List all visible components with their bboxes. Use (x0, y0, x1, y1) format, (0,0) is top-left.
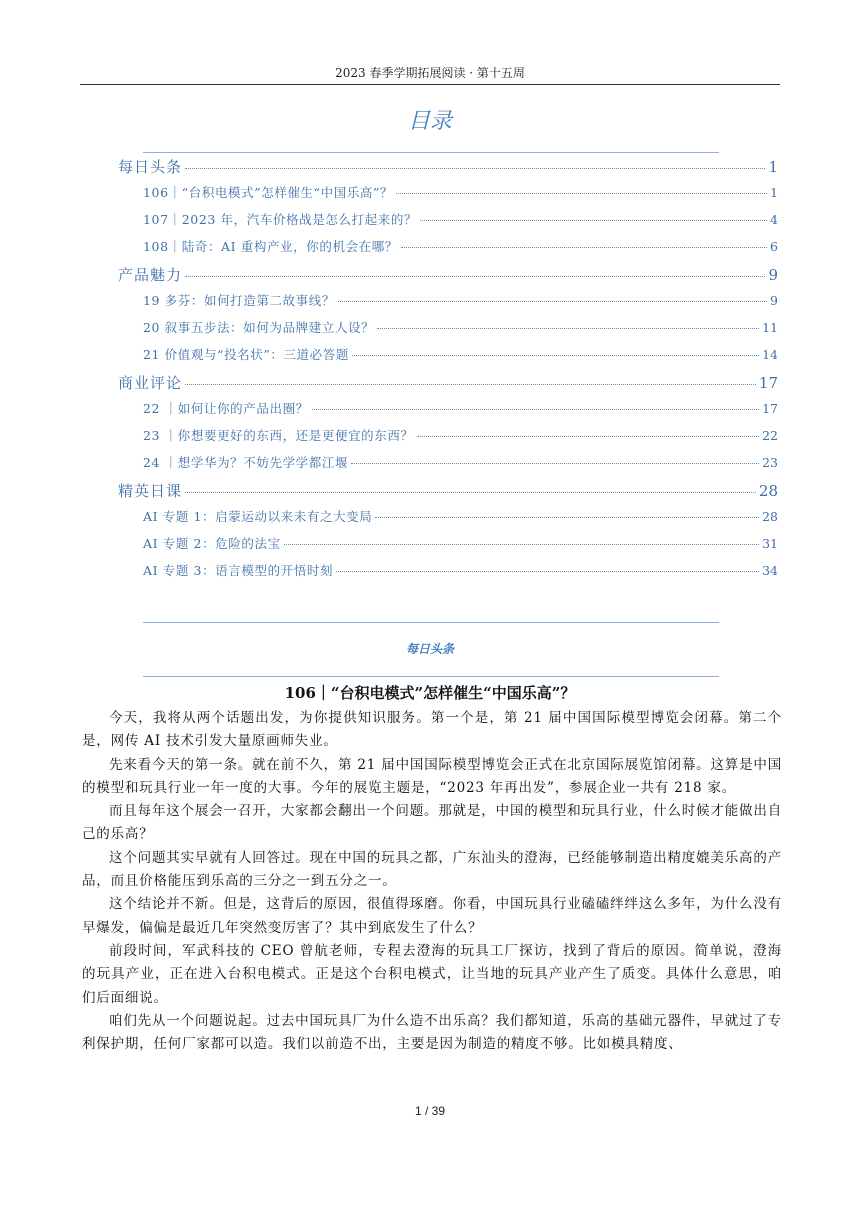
toc-dot-leader (375, 517, 759, 518)
toc-entry-label: 21 价值观与“投名状”：三道必答题 (143, 347, 349, 362)
toc-entry-label: 24 ｜想学华为？不妨先学学都江堰 (143, 455, 349, 470)
toc-section-entry[interactable] (118, 480, 778, 501)
toc-entry-label: 精英日课 (118, 482, 183, 500)
section-title: 每日头条 (405, 642, 454, 656)
toc-entry-page: 28 (758, 482, 778, 500)
toc-entry-page: 1 (770, 185, 778, 200)
toc-entry-page: 31 (762, 536, 778, 551)
toc-dot-leader (352, 355, 759, 356)
toc-article-entry[interactable] (143, 534, 778, 552)
toc-entry-label: 22 ｜如何让你的产品出圈？ (143, 401, 309, 416)
article-title: 106｜“台积电模式”怎样催生“中国乐高”？ (284, 684, 576, 702)
toc-article-entry[interactable] (143, 210, 778, 228)
toc-entry-page: 17 (758, 374, 778, 392)
toc-article-entry[interactable] (143, 318, 778, 336)
toc-dot-leader (336, 571, 759, 572)
toc-entry-page: 28 (762, 509, 778, 524)
toc-article-entry[interactable] (143, 561, 778, 579)
toc-dot-leader (185, 384, 756, 385)
toc-article-entry[interactable] (143, 183, 778, 201)
toc-article-entry[interactable] (143, 507, 778, 525)
toc-dot-leader (185, 276, 765, 277)
toc-entry-page: 34 (762, 563, 778, 578)
toc-entry-label: 108｜陆奇：AI 重构产业，你的机会在哪？ (143, 239, 398, 254)
toc-dot-leader (351, 463, 759, 464)
toc-dot-leader (185, 168, 765, 169)
toc-entry-label: AI 专题 3：语言模型的开悟时刻 (143, 563, 334, 578)
toc-article-entry[interactable] (143, 453, 778, 471)
toc-entry-label: 19 多芬：如何打造第二故事线？ (143, 293, 335, 308)
section-divider (143, 676, 719, 677)
toc-section-entry[interactable] (118, 264, 778, 285)
article-paragraph: 前段时间，军武科技的 CEO 曾航老师，专程去澄海的玩具工厂探访，找到了背后的原因。简单说，澄海的玩具产业，正在进入台积电模式。正是这个台积电模式，让当地的玩具产业产生了质变。具体什么意思，咱们后面细说。 (82, 942, 782, 1006)
toc-bottom-divider (143, 622, 719, 623)
toc-article-entry[interactable] (143, 426, 778, 444)
toc-entry-page: 4 (770, 212, 778, 227)
toc-dot-leader (185, 492, 756, 493)
toc-entry-label: AI 专题 1：启蒙运动以来未有之大变局 (143, 509, 373, 524)
header-title: 2023 春季学期拓展阅读 · 第十五周 (335, 66, 525, 80)
toc-entry-page: 6 (770, 239, 778, 254)
article-paragraph: 这个结论并不新。但是，这背后的原因，很值得琢磨。你看，中国玩具行业磕磕绊绊这么多年，为什么没有早爆发，偏偏是最近几年突然变厉害了？其中到底发生了什么？ (82, 896, 782, 936)
toc-article-entry[interactable] (143, 291, 778, 309)
toc-dot-leader (417, 436, 760, 437)
toc-section-entry[interactable] (118, 156, 778, 177)
toc-article-entry[interactable] (143, 399, 778, 417)
toc-entry-label: 产品魅力 (118, 266, 183, 284)
toc-section-entry[interactable] (118, 372, 778, 393)
toc-dot-leader (284, 544, 759, 545)
toc-top-divider (143, 152, 719, 153)
toc-entry-page: 22 (762, 428, 778, 443)
toc-entry-label: 106｜“台积电模式”怎样催生“中国乐高”？ (143, 185, 394, 200)
toc-dot-leader (338, 301, 767, 302)
toc-entry-label: 每日头条 (118, 158, 183, 176)
toc-article-entry[interactable] (143, 237, 778, 255)
toc-dot-leader (401, 247, 767, 248)
toc-dot-leader (377, 328, 759, 329)
toc-entry-page: 9 (768, 266, 778, 284)
page-number: 1 / 39 (414, 1104, 446, 1118)
toc-dot-leader (420, 220, 767, 221)
toc-dot-leader (396, 193, 767, 194)
toc-entry-label: AI 专题 2：危险的法宝 (143, 536, 281, 551)
toc-entry-label: 23 ｜你想要更好的东西，还是更便宜的东西？ (143, 428, 414, 443)
header-divider (80, 84, 780, 85)
toc-entry-label: 107｜2023 年，汽车价格战是怎么打起来的？ (143, 212, 418, 227)
toc-entry-page: 9 (770, 293, 778, 308)
toc-entry-label: 商业评论 (118, 374, 183, 392)
toc-entry-page: 14 (762, 347, 778, 362)
article-paragraph: 这个问题其实早就有人回答过。现在中国的玩具之都，广东汕头的澄海，已经能够制造出精度媲美乐高的产品，而且价格能压到乐高的三分之一到五分之一。 (82, 849, 782, 890)
article-paragraph: 先来看今天的第一条。就在前不久，第 21 届中国国际模型博览会正式在北京国际展览馆闭幕。这算是中国的模型和玩具行业一年一度的大事。今年的展览主题是，“2023 年再出发”，参展企业一共有 218 家。 (82, 756, 782, 796)
toc-article-entry[interactable] (143, 345, 778, 363)
article-body (82, 707, 782, 1056)
toc-entry-label: 20 叙事五步法：如何为品牌建立人设？ (143, 320, 375, 335)
toc-entry-page: 11 (762, 320, 778, 335)
toc-entry-page: 17 (762, 401, 778, 416)
article-paragraph: 而且每年这个展会一召开，大家都会翻出一个问题。那就是，中国的模型和玩具行业，什么时候才能做出自己的乐高？ (82, 803, 782, 843)
toc-entry-page: 23 (762, 455, 778, 470)
article-paragraph: 咱们先从一个问题说起。过去中国玩具厂为什么造不出乐高？我们都知道，乐高的基础元器件，早就过了专利保护期，任何厂家都可以造。我们以前造不出，主要是因为制造的精度不够。比如模具精度、 (82, 1012, 782, 1053)
toc-entry-page: 1 (768, 158, 778, 176)
toc-title: 目录 (407, 109, 452, 134)
article-paragraph: 今天，我将从两个话题出发，为你提供知识服务。第一个是，第 21 届中国国际模型博览会闭幕。第二个是，网传 AI 技术引发大量原画师失业。 (82, 710, 782, 750)
toc-dot-leader (312, 409, 759, 410)
